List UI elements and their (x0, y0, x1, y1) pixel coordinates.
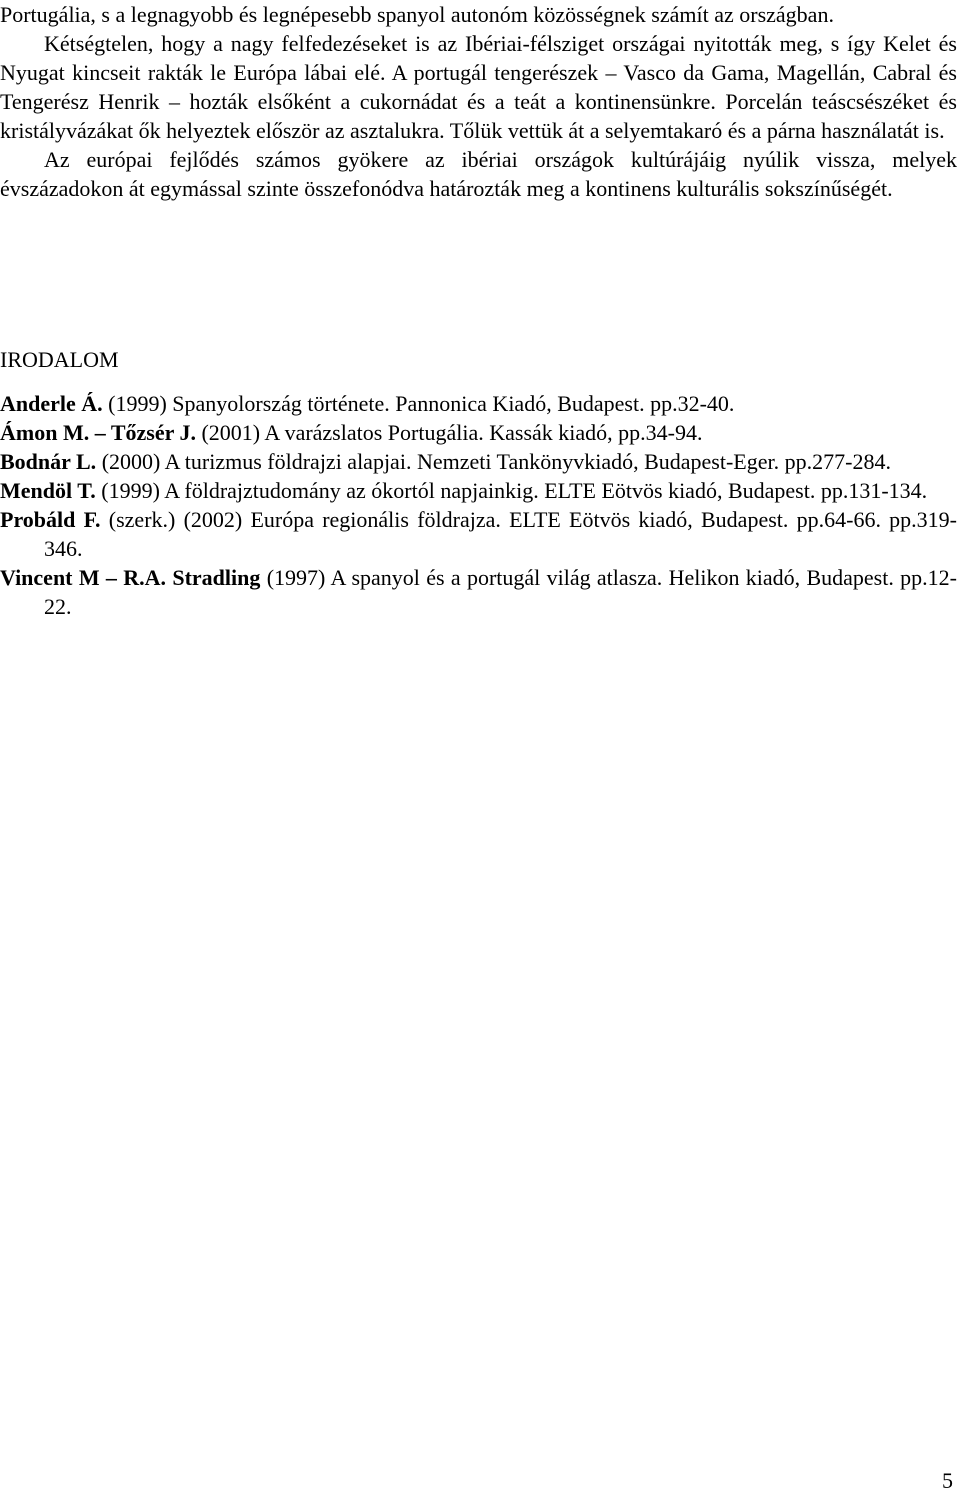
reference-item (0, 563, 957, 621)
references-list (0, 389, 957, 621)
reference-item (0, 389, 957, 418)
reference-details: (1999) Spanyolország története. Pannonica Kiadó, Budapest. pp.32-40. (102, 391, 735, 416)
reference-details: (1997) A spanyol és a portugál világ atlasza. Helikon kiadó, Budapest. pp.12-22. (44, 565, 958, 619)
reference-item (0, 476, 957, 505)
reference-item (0, 418, 957, 447)
reference-item (0, 447, 957, 476)
reference-details: (2000) A turizmus földrajzi alapjai. Nemzeti Tankönyvkiadó, Budapest-Eger. pp.277-284. (96, 449, 891, 474)
paragraph-2: Kétségtelen, hogy a nagy felfedezéseket is az Ibériai-félsziget országai nyitották meg, s így Kelet és Nyugat kincseit rakták le Európa lábai elé. A portugál tengerészek – Vasco da Gama, Magellán, Cabral és Tengerész Henrik – hozták elsőként a cukornádat és a teát a kontinensünkre. Porcelán teáscsészéket és kristályvázákat ők helyeztek először az asztalukra. Tőlük vettük át a selyemtakaró és a párna használatát is. (0, 31, 957, 143)
reference-details: (1999) A földrajztudomány az ókortól napjainkig. ELTE Eötvös kiadó, Budapest. pp.131-134. (95, 478, 928, 503)
paragraph-3: Az európai fejlődés számos gyökere az ibériai országok kultúrájáig nyúlik vissza, melyek évszázadokon át egymással szinte összefonódva határozták meg a kontinens kulturális sokszínűségét. (0, 147, 957, 201)
reference-item (0, 505, 957, 563)
page-number: 5 (942, 1468, 953, 1493)
reference-author: Probáld F. (0, 507, 101, 532)
reference-details: (szerk.) (2002) Európa regionális földrajza. ELTE Eötvös kiadó, Budapest. pp.64-66. pp.319-346. (44, 507, 957, 561)
body-text (0, 0, 957, 203)
paragraph-1: Portugália, s a legnagyobb és legnépesebb spanyol autonóm közösségnek számít az országban. (0, 2, 834, 27)
reference-author: Ámon M. – Tőzsér J. (0, 420, 196, 445)
reference-details: (2001) A varázslatos Portugália. Kassák kiadó, pp.34-94. (195, 420, 703, 445)
reference-author: Bodnár L. (0, 449, 97, 474)
reference-author: Mendöl T. (0, 478, 96, 503)
references-heading: IRODALOM (0, 347, 119, 372)
reference-author: Anderle Á. (0, 391, 103, 416)
reference-author: Vincent M – R.A. Stradling (0, 565, 261, 590)
